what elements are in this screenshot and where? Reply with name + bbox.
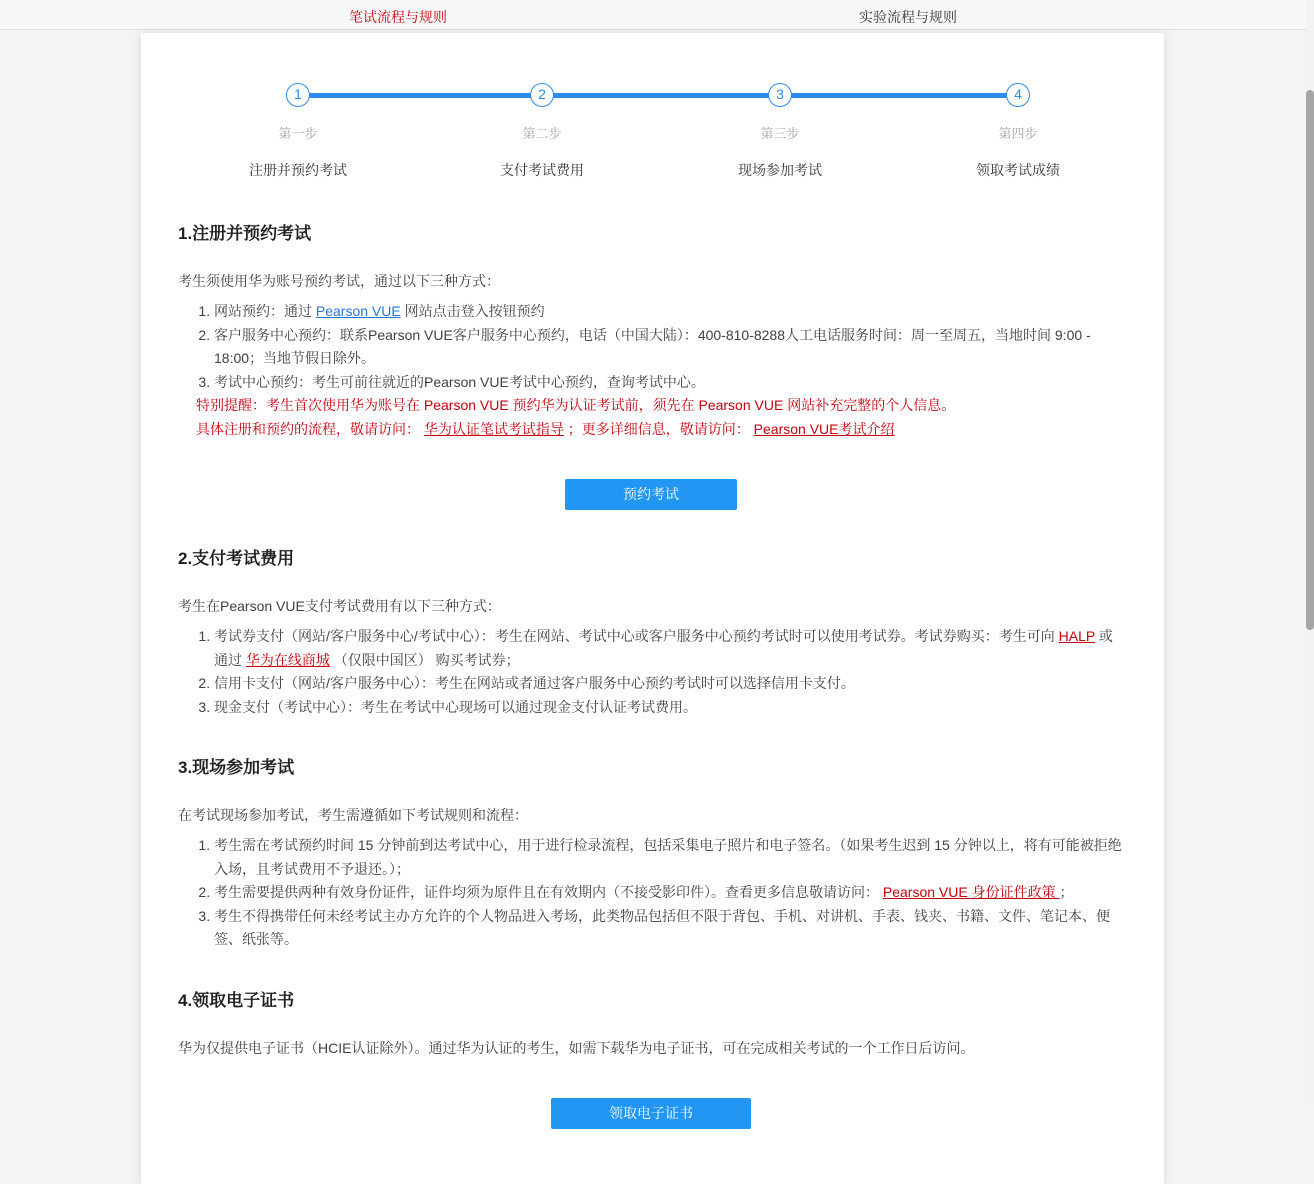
- written-exam-guide-link[interactable]: 华为认证笔试考试指导: [423, 420, 564, 437]
- section-payment: [178, 544, 1124, 719]
- list-item: 1. 网站预约：通过 Pearson VUE 网站点击登入按钮预约: [214, 300, 1124, 324]
- section-certificate-intro: 华为仅提供电子证书（HCIE认证除外）。通过华为认证的考生，如需下载华为电子证书，可在完成相关考试的一个工作日后访问。: [178, 1039, 975, 1056]
- list-item: 2. 考生需要提供两种有效身份证件，证件均须为原件且在有效期内（不接受影印件）。查看更多信息敬请访问： Pearson VUE 身份证件政策 ；: [214, 881, 1124, 905]
- step-1: [178, 83, 418, 180]
- section-register: [178, 219, 1124, 510]
- step-name-label: 支付考试费用: [500, 162, 584, 178]
- step-circle: 2: [530, 83, 554, 107]
- pearson-vue-intro-link[interactable]: Pearson VUE考试介绍: [753, 420, 895, 437]
- list-item: 1. 考生需在考试预约时间 15 分钟前到达考试中心，用于进行检录流程，包括采集电子照片和电子签名。（如果考生迟到 15 分钟以上，将有可能被拒绝入场，且考试费用不予退还。）；: [214, 834, 1124, 881]
- section-onsite-intro: 在考试现场参加考试，考生需遵循如下考试规则和流程：: [178, 807, 528, 823]
- step-name-label: 现场参加考试: [738, 162, 822, 178]
- section-certificate-title: 4.领取电子证书: [178, 990, 295, 1010]
- section-onsite-title: 3.现场参加考试: [178, 758, 295, 777]
- step-circle: 1: [286, 83, 310, 107]
- section-payment-title: 2.支付考试费用: [178, 549, 295, 568]
- step-3: [660, 83, 900, 180]
- step-name-label: 领取考试成绩: [976, 162, 1060, 178]
- inline-text: 特别提醒：考生首次使用华为账号在 Pearson VUE 预约华为认证考试前，须先在 Pearson VUE 网站补充完整的个人信息。: [196, 397, 956, 413]
- special-reminder: [196, 394, 1124, 418]
- scrollbar-thumb[interactable]: [1306, 90, 1314, 630]
- get-certificate-button-row: [178, 1098, 1124, 1129]
- top-tab-bar: [0, 0, 1314, 30]
- tab-written-exam-rules[interactable]: 笔试流程与规则: [349, 9, 447, 25]
- list-item: 2. 客户服务中心预约：联系Pearson VUE客户服务中心预约，电话（中国大陆）：400-810-8288人工电话服务时间：周一至周五，当地时间 9:00 - 18:00；当地节假日除外。: [214, 324, 1124, 371]
- step-stage-label: 第一步: [278, 126, 318, 141]
- pearson-vue-link[interactable]: Pearson VUE: [315, 303, 401, 319]
- step-stage-label: 第四步: [998, 126, 1038, 141]
- exam-steps: [178, 83, 1124, 178]
- huawei-mall-link[interactable]: 华为在线商城: [245, 651, 330, 668]
- step-stage-label: 第二步: [522, 126, 562, 141]
- list-item: 3. 现金支付（考试中心）：考生在考试中心现场可以通过现金支付认证考试费用。: [214, 696, 1124, 720]
- list-item: 1. 考试券支付（网站/客户服务中心/考试中心）：考生在网站、考试中心或客户服务中心预约考试时可以使用考试券。考试券购买：考生可向 HALP 或通过 华为在线商城 （仅限中国区） 购买考试券；: [214, 625, 1124, 672]
- section-register-intro: 考生须使用华为账号预约考试，通过以下三种方式：: [178, 273, 500, 289]
- section-onsite: [178, 753, 1124, 952]
- step-circle: 4: [1006, 83, 1030, 107]
- content-card: [141, 33, 1164, 1184]
- payment-methods-list: [178, 625, 1124, 719]
- id-policy-link[interactable]: Pearson VUE 身份证件政策: [882, 884, 1060, 900]
- section-register-title: 1.注册并预约考试: [178, 224, 312, 243]
- step-2: [422, 83, 662, 180]
- inline-text: ；更多详细信息，敬请访问：: [563, 420, 754, 437]
- list-item: 2. 信用卡支付（网站/客户服务中心）：考生在网站或者通过客户服务中心预约考试时可以选择信用卡支付。: [214, 672, 1124, 696]
- step-4: [898, 83, 1138, 180]
- register-notes: [196, 394, 1124, 441]
- list-item: 3. 考生不得携带任何未经考试主办方允许的个人物品进入考场，此类物品包括但不限于背包、手机、对讲机、手表、钱夹、书籍、文件、笔记本、便签、纸张等。: [214, 905, 1124, 952]
- step-circle: 3: [768, 83, 792, 107]
- halp-link[interactable]: HALP: [1058, 628, 1095, 644]
- register-methods-list: [178, 300, 1124, 394]
- section-payment-intro: 考生在Pearson VUE支付考试费用有以下三种方式：: [178, 598, 501, 614]
- guide-links-line: [196, 418, 1124, 442]
- book-exam-button[interactable]: 预约考试: [565, 479, 737, 510]
- tab-lab-exam-rules[interactable]: 实验流程与规则: [859, 9, 957, 25]
- page-scrollbar[interactable]: [1306, 0, 1314, 1103]
- book-exam-button-row: [178, 479, 1124, 510]
- get-certificate-button[interactable]: 领取电子证书: [551, 1098, 751, 1129]
- onsite-rules-list: [178, 834, 1124, 952]
- step-name-label: 注册并预约考试: [249, 162, 347, 178]
- section-certificate: [178, 986, 1124, 1129]
- list-item: 3. 考试中心预约：考生可前往就近的Pearson VUE考试中心预约，查询考试中心。: [214, 371, 1124, 395]
- step-stage-label: 第三步: [760, 126, 800, 141]
- inline-text: 具体注册和预约的流程，敬请访问：: [196, 420, 424, 437]
